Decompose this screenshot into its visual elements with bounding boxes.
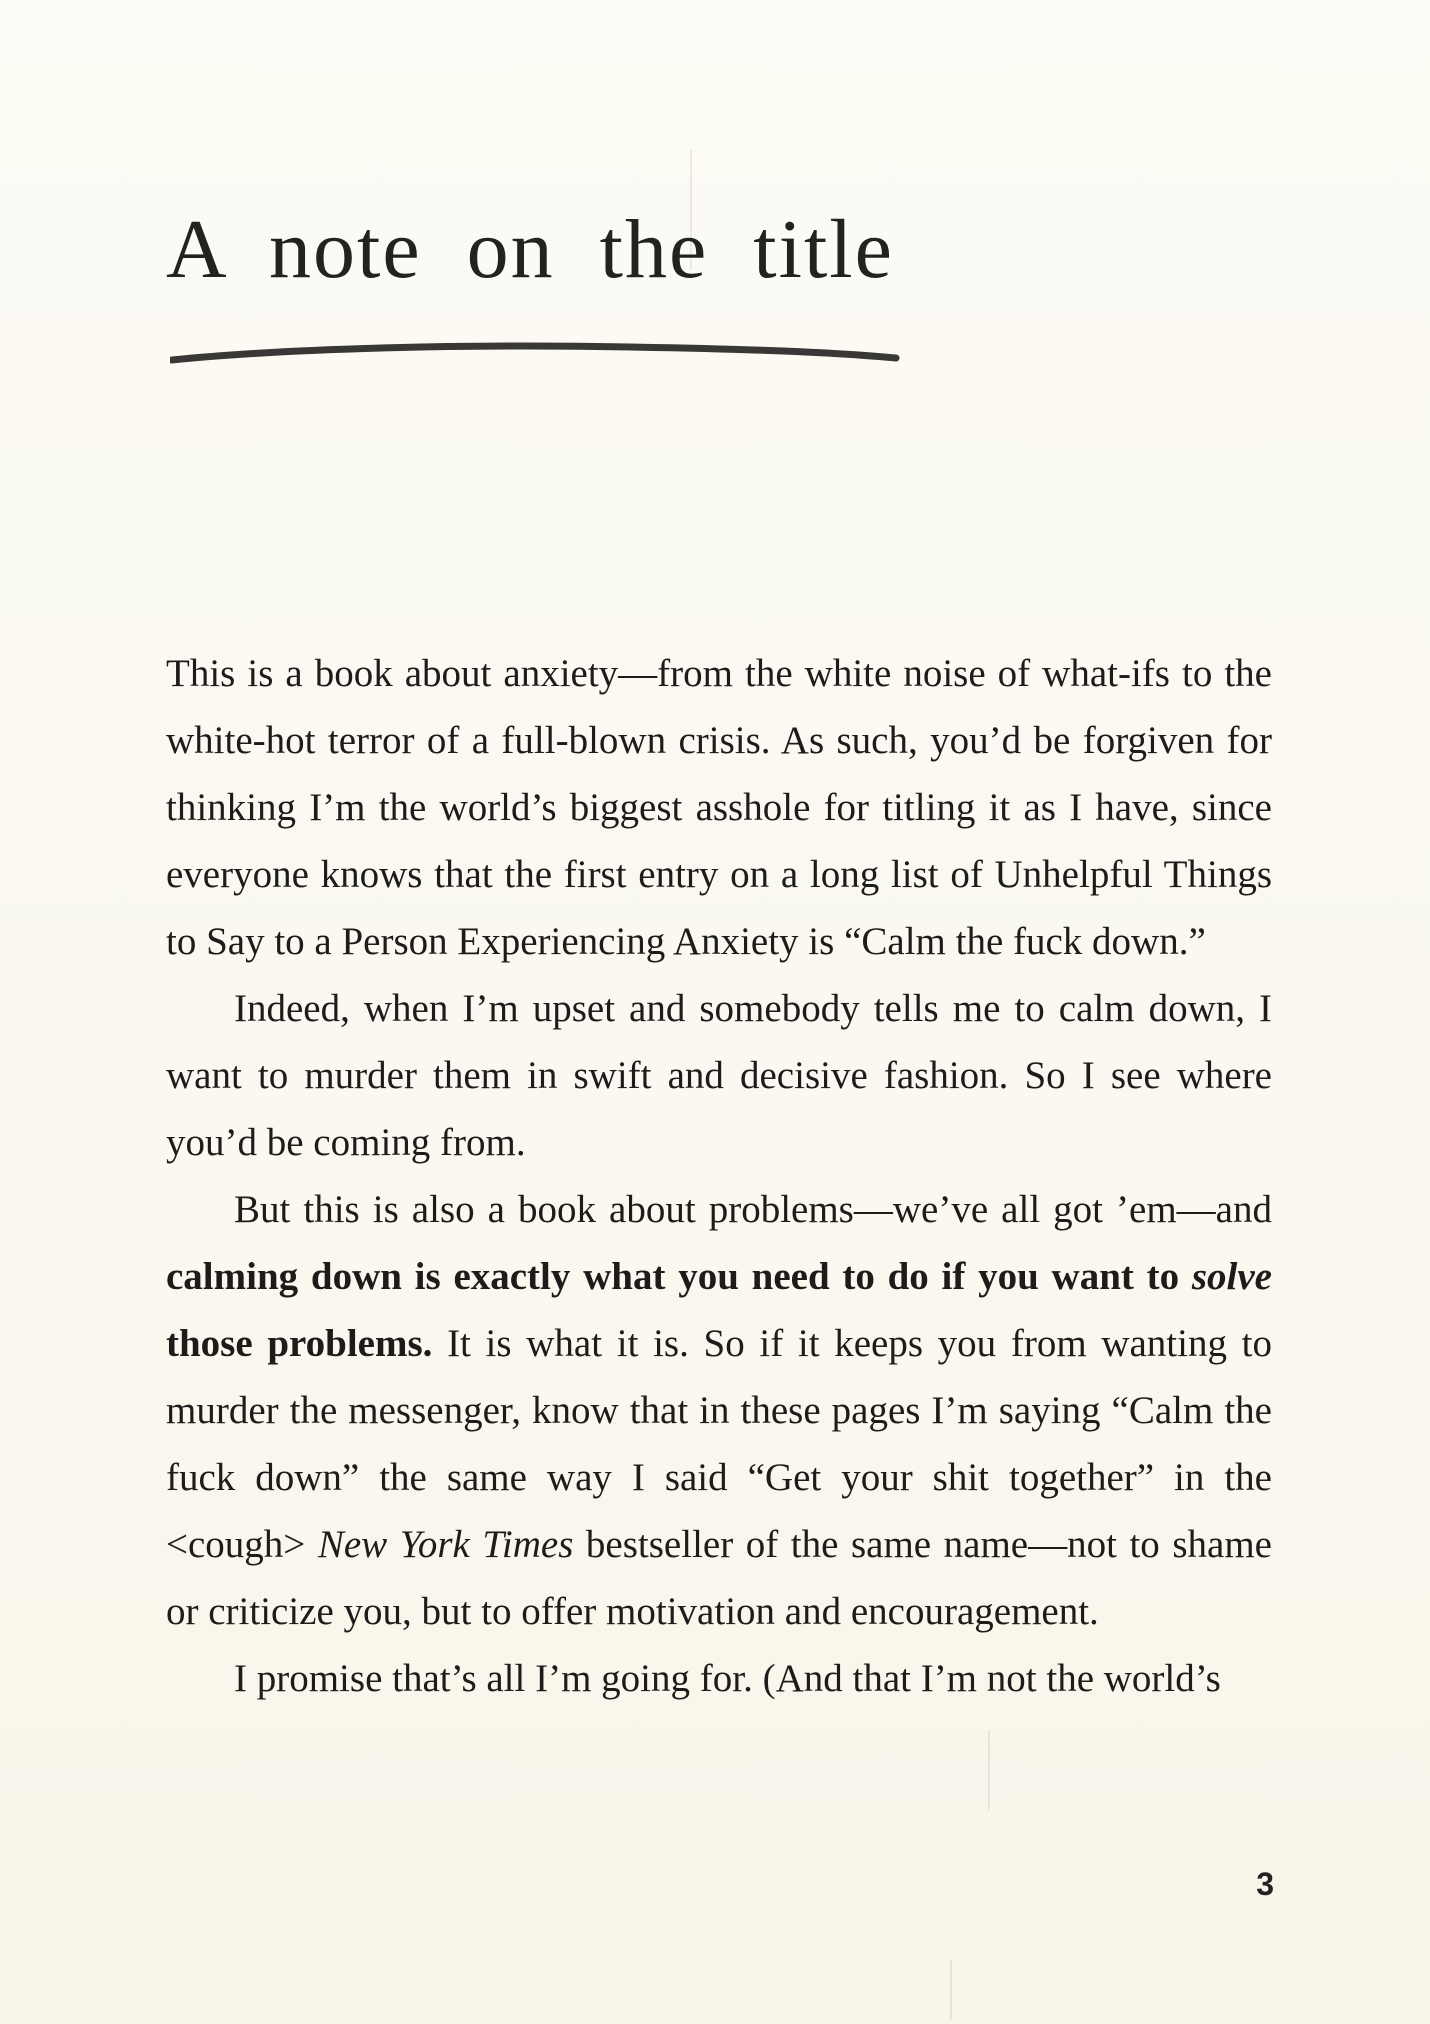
text-segment: This is a book about anxiety—from the white noise of what-ifs to the white-hot terror of a full-blown crisis. As such, you’d be forgiven for thinking I’m the world’s biggest asshole for titling it as I have, since everyone knows that the first entry on a long list of Unhelpful Things to Say to a Person Experiencing Anxiety is “Calm the fuck down.” [166,652,1272,963]
body-text [166,640,1272,1712]
paper-crease-right [988,1730,990,1810]
text-segment: But this is also a book about problems—we’ve all got ’em—and [234,1188,1272,1231]
text-segment: solve [1191,1255,1272,1298]
text-segment: It is what it is. So if it keeps you from wanting to murder the messenger, know that in these pages I’m saying “Calm the fuck down” the same way I said “Get your shit together” in the <cough> [166,1322,1272,1566]
paragraph-4 [166,1645,1272,1712]
paragraph-1 [166,640,1272,975]
title-underline [170,338,900,378]
paper-crease-bottom [950,1960,952,2020]
text-segment: those problems. [166,1322,433,1365]
text-segment: calming down is exactly what you need to do if you want to [166,1255,1192,1298]
text-segment: Indeed, when I’m upset and somebody tells me to calm down, I want to murder them in swift and decisive fashion. So I see where you’d be coming from. [166,987,1272,1164]
page-title: A note on the title [166,203,894,296]
paragraph-2 [166,975,1272,1176]
paragraph-3 [166,1176,1272,1645]
text-segment: I promise that’s all I’m going for. (And that I’m not the world’s [234,1657,1221,1700]
text-segment: New York Times [317,1523,574,1566]
page-number: 3 [1256,1866,1274,1902]
text-segment: bestseller of the same name—not to shame or criticize you, but to offer motivation and encouragement. [166,1523,1272,1633]
